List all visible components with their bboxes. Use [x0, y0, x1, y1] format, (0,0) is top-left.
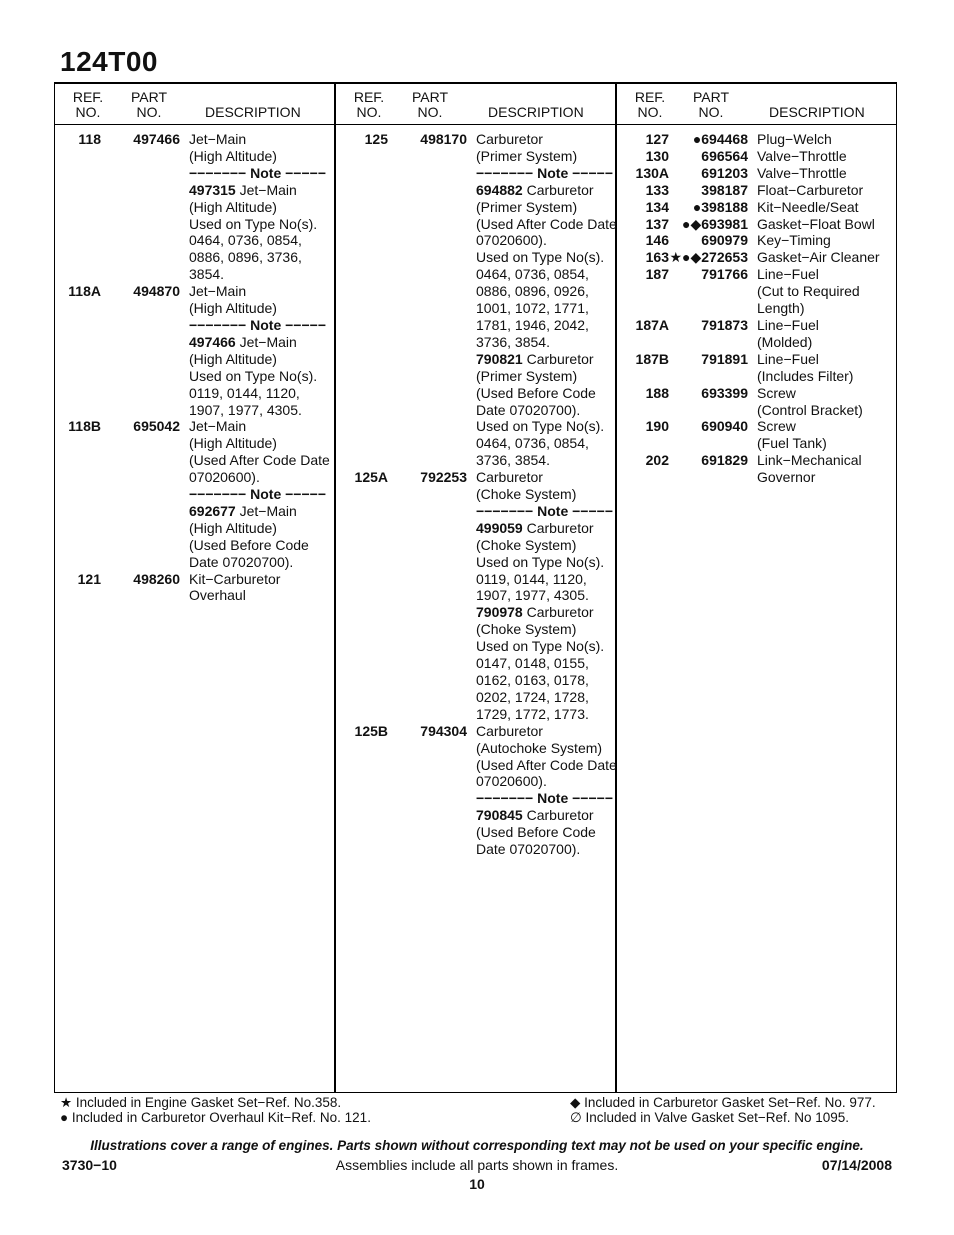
parts-column-2 — [342, 84, 615, 1092]
description-line: (High Altitude) — [189, 198, 277, 215]
part-number: 791891 — [701, 350, 748, 367]
part-number: 498260 — [133, 570, 180, 587]
ref-number: 130 — [645, 147, 669, 164]
alternate-part-number: 790821 — [476, 350, 523, 367]
description-line: Overhaul — [189, 587, 246, 604]
description-line: Carburetor — [476, 469, 543, 486]
description-line: 692677 Jet−Main — [189, 502, 297, 519]
alternate-part-number: 694882 — [476, 181, 523, 198]
part-number: 794304 — [420, 722, 467, 739]
part-number: 791873 — [701, 316, 748, 333]
ref-number: 146 — [645, 232, 669, 249]
ref-number: 118A — [68, 283, 101, 300]
description-line: Kit−Carburetor — [189, 570, 281, 587]
description-line: Used on Type No(s). — [476, 249, 605, 266]
description-line: Valve−Throttle — [757, 164, 847, 181]
ref-number: 163 — [645, 249, 669, 266]
description-line: Screw — [757, 384, 796, 401]
alternate-part-number: 790978 — [476, 604, 523, 621]
ref-header: REF. NO. — [353, 89, 385, 120]
alternate-part-number: 692677 — [189, 502, 236, 519]
table-row — [55, 418, 334, 570]
description-line: Date 07020700). — [476, 401, 581, 418]
table-row — [623, 249, 897, 266]
ref-number: 125 — [364, 131, 388, 147]
part-number: ★●◆272653 — [669, 249, 748, 266]
table-row — [623, 266, 897, 317]
ref-number: 125B — [354, 722, 388, 739]
description-line: (High Altitude) — [189, 147, 277, 164]
table-row — [623, 199, 897, 216]
assemblies-note: Assemblies include all parts shown in frames. — [335, 1157, 619, 1173]
description-line: (Control Bracket) — [757, 401, 863, 418]
part-description — [757, 452, 897, 486]
table-row — [623, 452, 897, 486]
column-divider — [334, 84, 336, 1092]
parts-table — [54, 82, 897, 1093]
alternate-part-number: 497466 — [189, 333, 236, 350]
ref-number: 190 — [645, 418, 669, 435]
description-line: 0162, 0163, 0178, — [476, 672, 589, 688]
part-number: 693399 — [701, 384, 748, 401]
description-line: 07020600). — [476, 773, 547, 790]
description-line: Carburetor — [476, 131, 543, 147]
part-description — [757, 418, 897, 452]
ref-number: 187B — [635, 350, 669, 367]
part-description — [757, 317, 897, 351]
part-description — [476, 469, 615, 723]
footnote-engine-gasket: ★ Included in Engine Gasket Set−Ref. No.358. — [60, 1095, 342, 1110]
description-line: 790845 Carburetor — [476, 807, 594, 824]
part-description — [189, 571, 334, 605]
description-line: 0147, 0148, 0155, — [476, 655, 589, 672]
description-line: −−−−−−− Note −−−−− — [476, 790, 613, 807]
ref-number: 118B — [68, 418, 101, 435]
description-line: (Used After Code Date — [189, 452, 330, 469]
part-description — [757, 249, 897, 266]
description-header: DESCRIPTION — [205, 104, 301, 120]
table-row — [623, 148, 897, 165]
part-number: 691829 — [701, 452, 748, 469]
table-row — [342, 469, 615, 723]
ref-number: 187 — [645, 266, 669, 283]
part-number: 497466 — [133, 131, 180, 147]
description-line: (Used Before Code — [189, 536, 309, 553]
description-line: 0464, 0736, 0854, — [476, 435, 589, 452]
description-line: (Used Before Code — [476, 384, 596, 401]
footnote-carb-overhaul: ● Included in Carburetor Overhaul Kit−Ref. No. 121. — [60, 1110, 371, 1125]
document-number: 3730−10 — [62, 1157, 117, 1173]
description-line: (High Altitude) — [189, 300, 277, 317]
footnote-valve-gasket: ∅ Included in Valve Gasket Set−Ref. No 1095. — [570, 1110, 850, 1125]
description-header: DESCRIPTION — [488, 104, 584, 120]
description-line: Valve−Throttle — [757, 147, 847, 164]
ref-header: REF. NO. — [634, 89, 666, 120]
alternate-part-number: 499059 — [476, 519, 523, 536]
description-line: (Used After Code Date — [476, 215, 617, 232]
description-line: Used on Type No(s). — [476, 638, 605, 655]
description-line: Jet−Main — [189, 131, 247, 147]
description-line: Gasket−Air Cleaner — [757, 249, 880, 266]
ref-header: REF. NO. — [72, 89, 104, 120]
description-line: 0464, 0736, 0854, — [189, 232, 302, 249]
part-number: 792253 — [420, 469, 467, 486]
description-line: 3854. — [189, 266, 225, 283]
ref-number: 130A — [635, 164, 669, 181]
description-line: 497466 Jet−Main — [189, 333, 297, 350]
part-number: 398187 — [701, 181, 748, 198]
description-line: Float−Carburetor — [757, 181, 864, 198]
description-line: 1781, 1946, 2042, — [476, 316, 589, 333]
description-line: (Autochoke System) — [476, 739, 603, 756]
description-line: Kit−Needle/Seat — [757, 198, 859, 215]
table-row — [623, 385, 897, 419]
part-number: 695042 — [133, 418, 180, 435]
ref-number: 188 — [645, 384, 669, 401]
description-line: 07020600). — [476, 232, 547, 249]
part-description — [189, 418, 334, 570]
table-row — [623, 216, 897, 233]
part-description — [757, 182, 897, 199]
parts-column-1 — [55, 84, 334, 1092]
parts-rows — [623, 131, 897, 486]
part-description — [757, 232, 897, 249]
description-line: 1907, 1977, 4305. — [476, 587, 589, 604]
disclaimer: Illustrations cover a range of engines. Parts shown without corresponding text may not be used on your specific engine. — [90, 1138, 864, 1153]
description-line: 694882 Carburetor — [476, 181, 594, 198]
description-line: 0119, 0144, 1120, — [476, 570, 587, 587]
ref-number: 118 — [78, 131, 101, 147]
part-number: 696564 — [701, 147, 748, 164]
table-row — [623, 317, 897, 351]
part-description — [757, 351, 897, 385]
description-line: 3736, 3854. — [476, 452, 550, 469]
description-line: (Choke System) — [476, 536, 577, 553]
description-line: (Primer System) — [476, 367, 578, 384]
part-number: 791766 — [701, 266, 748, 283]
table-row — [623, 418, 897, 452]
description-line: (Primer System) — [476, 147, 578, 164]
part-description — [189, 283, 334, 418]
ref-number: 121 — [77, 570, 101, 587]
description-line: 1729, 1772, 1773. — [476, 705, 589, 722]
part-description — [757, 385, 897, 419]
part-number: 494870 — [133, 283, 180, 300]
table-row — [623, 182, 897, 199]
ref-number: 133 — [645, 181, 669, 198]
description-line: Link−Mechanical — [757, 452, 862, 469]
part-header: PART NO. — [130, 89, 168, 120]
part-description — [189, 131, 334, 283]
part-description — [757, 199, 897, 216]
description-line: 1001, 1072, 1771, — [476, 300, 589, 317]
part-number: 691203 — [701, 164, 748, 181]
description-line: (Includes Filter) — [757, 367, 854, 384]
table-row — [623, 351, 897, 385]
ref-number: 127 — [645, 131, 669, 147]
description-line: 0886, 0896, 3736, — [189, 249, 302, 266]
ref-number: 202 — [645, 452, 669, 469]
description-line: Key−Timing — [757, 232, 831, 249]
description-line: (Primer System) — [476, 198, 578, 215]
description-line: 07020600). — [189, 469, 260, 486]
footnote-carb-gasket: ◆ Included in Carburetor Gasket Set−Ref. No. 977. — [570, 1095, 876, 1110]
description-line: Line−Fuel — [757, 316, 819, 333]
description-line: −−−−−−− Note −−−−− — [189, 164, 326, 181]
description-header: DESCRIPTION — [769, 104, 865, 120]
alternate-part-number: 497315 — [189, 181, 236, 198]
table-row — [342, 131, 615, 469]
document-date: 07/14/2008 — [821, 1157, 892, 1173]
table-row — [55, 283, 334, 418]
description-line: (Cut to Required — [757, 283, 860, 300]
description-line: Screw — [757, 418, 796, 435]
part-description — [476, 723, 617, 858]
table-row — [55, 571, 334, 605]
description-line: 0886, 0896, 0926, — [476, 283, 589, 300]
part-number: ●◆693981 — [682, 215, 748, 232]
description-line: (Fuel Tank) — [757, 435, 827, 452]
description-line: (High Altitude) — [189, 435, 277, 452]
part-description — [757, 131, 897, 148]
parts-rows — [342, 131, 615, 858]
part-header: PART NO. — [692, 89, 730, 120]
description-line: Line−Fuel — [757, 266, 819, 283]
part-description — [757, 266, 897, 317]
description-line: 0202, 1724, 1728, — [476, 688, 589, 705]
ref-number: 125A — [354, 469, 388, 486]
page-number: 10 — [469, 1176, 485, 1192]
table-row — [623, 131, 897, 148]
part-description — [757, 148, 897, 165]
description-line: (High Altitude) — [189, 350, 277, 367]
description-line: (Choke System) — [476, 486, 577, 503]
ref-number: 187A — [635, 316, 669, 333]
page-title: 124T00 — [60, 46, 158, 77]
ref-number: 137 — [645, 215, 669, 232]
part-number: ●398188 — [692, 198, 748, 215]
part-number: 498170 — [420, 131, 467, 147]
description-line: 3736, 3854. — [476, 333, 550, 350]
description-line: Date 07020700). — [476, 841, 581, 858]
description-line: (Used After Code Date — [476, 756, 617, 773]
description-line: (Molded) — [757, 333, 813, 350]
description-line: Gasket−Float Bowl — [757, 215, 875, 232]
description-line: Length) — [757, 300, 805, 317]
description-line: 499059 Carburetor — [476, 519, 594, 536]
description-line: Used on Type No(s). — [189, 367, 318, 384]
description-line: 0464, 0736, 0854, — [476, 266, 589, 283]
description-line: −−−−−−− Note −−−−− — [189, 486, 326, 503]
parts-rows — [55, 131, 334, 604]
description-line: Governor — [757, 469, 816, 486]
part-number: 690979 — [701, 232, 748, 249]
alternate-part-number: 790845 — [476, 807, 523, 824]
description-line: Line−Fuel — [757, 350, 819, 367]
ref-number: 134 — [645, 198, 669, 215]
part-description — [757, 165, 897, 182]
description-line: (Choke System) — [476, 621, 577, 638]
description-line: 790821 Carburetor — [476, 350, 594, 367]
description-line: Carburetor — [476, 722, 543, 739]
table-row — [623, 232, 897, 249]
part-number: ●694468 — [692, 131, 748, 147]
part-description — [476, 131, 617, 469]
description-line: Date 07020700). — [189, 553, 294, 570]
description-line: Used on Type No(s). — [189, 215, 318, 232]
description-line: −−−−−−− Note −−−−− — [476, 164, 613, 181]
description-line: 790978 Carburetor — [476, 604, 594, 621]
description-line: −−−−−−− Note −−−−− — [189, 316, 326, 333]
description-line: Used on Type No(s). — [476, 553, 605, 570]
description-line: 0119, 0144, 1120, — [189, 384, 300, 401]
part-header: PART NO. — [411, 89, 449, 120]
table-row — [55, 131, 334, 283]
description-line: 1907, 1977, 4305. — [189, 401, 302, 418]
description-line: −−−−−−− Note −−−−− — [476, 502, 613, 519]
part-description — [757, 216, 897, 233]
description-line: (Used Before Code — [476, 824, 596, 841]
description-line: Plug−Welch — [757, 131, 832, 147]
description-line: 497315 Jet−Main — [189, 181, 297, 198]
description-line: Used on Type No(s). — [476, 418, 605, 435]
table-row — [623, 165, 897, 182]
description-line: Jet−Main — [189, 283, 247, 300]
parts-column-3 — [623, 84, 897, 1092]
part-number: 690940 — [701, 418, 748, 435]
description-line: Jet−Main — [189, 418, 247, 435]
description-line: (High Altitude) — [189, 519, 277, 536]
table-row — [342, 723, 615, 858]
